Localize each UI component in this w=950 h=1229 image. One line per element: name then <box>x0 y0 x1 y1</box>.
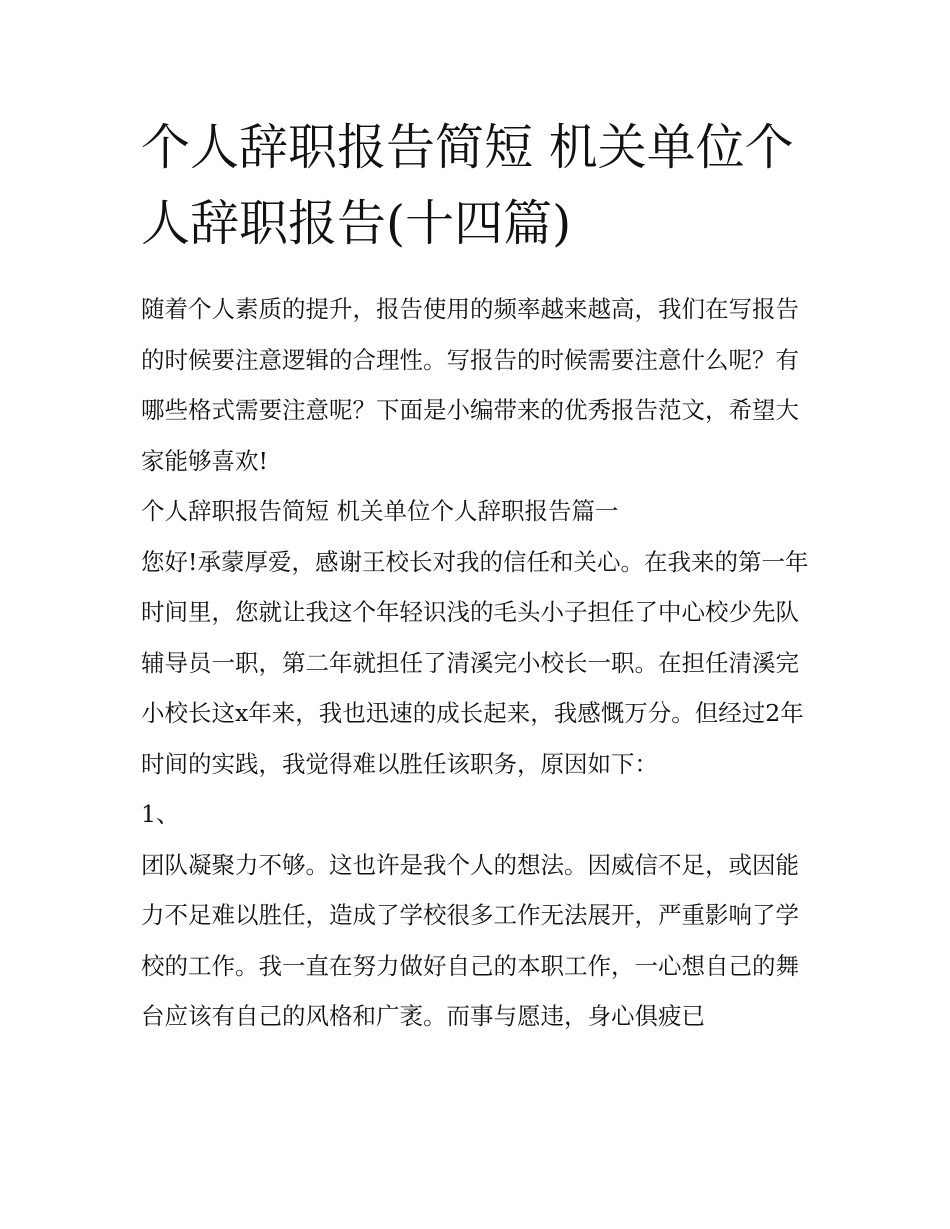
document-page <box>141 110 821 1042</box>
section-heading: 个人辞职报告简短 机关单位个人辞职报告篇一 <box>141 497 619 525</box>
body-paragraph: 团队凝聚力不够。这也许是我个人的想法。因威信不足，或因能力不足难以胜任，造成了学校很多工作无法展开，严重影响了学校的工作。我一直在努力做好自己的本职工作，一心想自己的舞台应该有自己的风格和广袤。而事与愿违，身心俱疲已 <box>141 850 799 1030</box>
list-number: 1、 <box>141 800 180 828</box>
document-title: 个人辞职报告简短 机关单位个人辞职报告(十四篇) <box>141 119 794 252</box>
body-paragraph: 您好!承蒙厚爱，感谢王校长对我的信任和关心。在我来的第一年时间里，您就让我这个年轻识浅的毛头小子担任了中心校少先队辅导员一职，第二年就担任了清溪完小校长一职。在担任清溪完小校长这x年来，我也迅速的成长起来，我感慨万分。但经过2年时间的实践，我觉得难以胜任该职务，原因如下： <box>141 547 809 778</box>
intro-paragraph: 随着个人素质的提升，报告使用的频率越来越高，我们在写报告的时候要注意逻辑的合理性。写报告的时候需要注意什么呢？有哪些格式需要注意呢？下面是小编带来的优秀报告范文，希望大家能够喜欢! <box>141 295 799 475</box>
